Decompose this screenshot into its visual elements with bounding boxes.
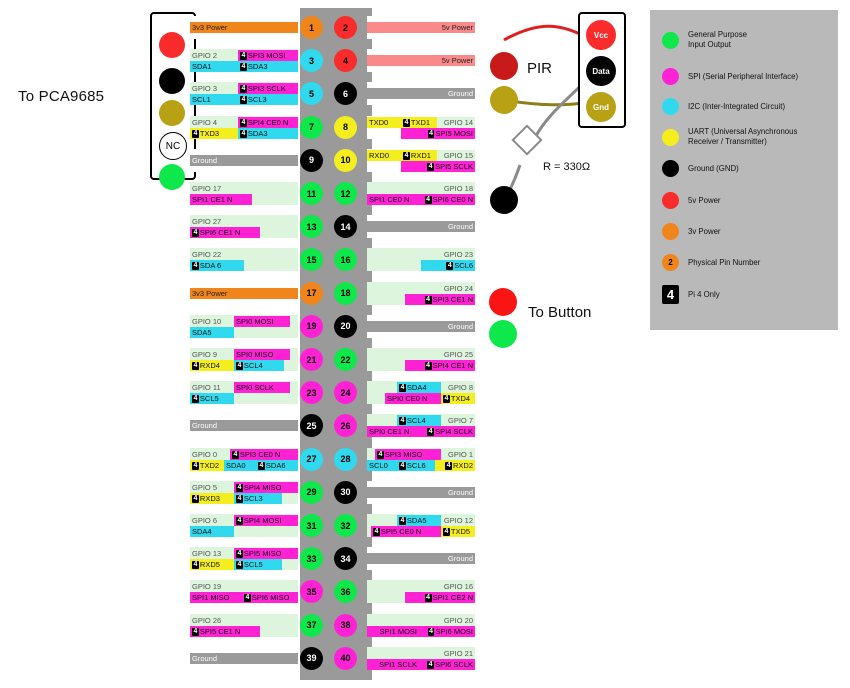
pin-function-label: GPIO 12 bbox=[441, 515, 475, 526]
legend-panel bbox=[650, 10, 838, 330]
pin-left-cell bbox=[190, 116, 298, 139]
pi4-badge: 4 bbox=[245, 594, 250, 602]
pin-function-label: GPIO 23 bbox=[367, 249, 475, 260]
pi4-badge: 4 bbox=[428, 660, 433, 668]
table-row bbox=[190, 16, 475, 39]
table-row bbox=[190, 414, 475, 437]
pin-left-cell bbox=[190, 282, 298, 305]
pin-right-cell bbox=[367, 315, 475, 338]
pir-pin-gnd[interactable] bbox=[586, 92, 616, 122]
pin-left-cell bbox=[190, 49, 298, 72]
pin-function-label: SPI1 MISO bbox=[190, 592, 242, 603]
pin-right-cell bbox=[367, 448, 475, 471]
pin-number-20[interactable]: 20 bbox=[334, 315, 357, 338]
legend-item bbox=[662, 223, 721, 240]
spi-swatch bbox=[662, 68, 679, 85]
pin-function-label: 4 SCL3 bbox=[234, 493, 282, 504]
legend-item bbox=[662, 98, 785, 115]
pin-function-label: Ground bbox=[190, 155, 298, 166]
pin-number-2[interactable]: 2 bbox=[334, 16, 357, 39]
legend-item bbox=[662, 127, 797, 147]
pi4-badge: 4 bbox=[193, 229, 198, 237]
pin-function-label: GPIO 24 bbox=[367, 283, 475, 294]
pin-function-label: GPIO 3 bbox=[190, 83, 238, 94]
pin-function-label: Ground bbox=[367, 487, 475, 498]
pin-function-label: SDA1 bbox=[190, 61, 238, 72]
legend-item-label: Pi 4 Only bbox=[688, 289, 720, 299]
pin-function-label: GPIO 2 bbox=[190, 50, 238, 61]
pin-function-label: Ground bbox=[367, 221, 475, 232]
pi4-badge: 4 bbox=[400, 461, 405, 469]
legend-item bbox=[662, 160, 739, 177]
table-row bbox=[190, 448, 475, 471]
i2c-swatch bbox=[662, 98, 679, 115]
button-label: To Button bbox=[528, 304, 592, 321]
table-row bbox=[190, 248, 475, 271]
table-row bbox=[190, 282, 475, 305]
pin-function-label: SDA4 bbox=[190, 526, 234, 537]
pi4-badge: 4 bbox=[259, 461, 264, 469]
pin-number-34[interactable]: 34 bbox=[334, 547, 357, 570]
pin-function-label: 4 SPI5 MISO bbox=[234, 548, 298, 559]
pin-number-29[interactable]: 29 bbox=[300, 481, 323, 504]
legend-item-label: UART (Universal Asynchronous Receiver / Transmitter) bbox=[688, 127, 798, 146]
table-row bbox=[190, 149, 475, 172]
pin-number-24[interactable]: 24 bbox=[334, 381, 357, 404]
pir-data-wire-dot[interactable] bbox=[490, 186, 518, 214]
pin-right-cell bbox=[367, 16, 475, 39]
pin-function-label: GPIO 21 bbox=[367, 648, 475, 659]
pin-function-label: SPI0 CE1 N bbox=[367, 426, 421, 437]
pin-function-label: SPI1 SCLK bbox=[367, 659, 419, 670]
pin-function-label: 4 SPI3 MOSI bbox=[238, 50, 298, 61]
pin-left-cell bbox=[190, 149, 298, 172]
table-row bbox=[190, 614, 475, 637]
pin-function-label: SPI0 MOSI bbox=[234, 316, 290, 327]
pin-right-cell bbox=[367, 182, 475, 205]
pin-number-1[interactable]: 1 bbox=[300, 16, 323, 39]
pir-module bbox=[578, 12, 626, 128]
pi4-badge: 4 bbox=[233, 450, 238, 458]
legend-item-label: Physical Pin Number bbox=[688, 257, 761, 267]
pi4-badge: 4 bbox=[241, 118, 246, 126]
legend-item-label: Ground (GND) bbox=[688, 163, 739, 173]
pin-number-14[interactable]: 14 bbox=[334, 215, 357, 238]
pin-function-label: 4 SDA 6 bbox=[190, 260, 244, 271]
5v-power-dot[interactable] bbox=[159, 32, 185, 58]
pin-left-cell bbox=[190, 514, 298, 537]
pin-number-32[interactable]: 32 bbox=[334, 514, 357, 537]
pi4-badge: 4 bbox=[404, 118, 409, 126]
pin-function-label: 4 SPI4 MISO bbox=[234, 482, 298, 493]
pin-right-cell bbox=[367, 149, 475, 172]
pi4-badge: 4 bbox=[378, 450, 383, 458]
pir-pin-data[interactable] bbox=[586, 56, 616, 86]
pi4-swatch: 4 bbox=[662, 285, 679, 304]
pir-pin-vcc[interactable] bbox=[586, 20, 616, 50]
pin-function-label: 3v3 Power bbox=[190, 22, 298, 33]
pin-function-label: Ground bbox=[367, 553, 475, 564]
pi4-badge: 4 bbox=[237, 561, 242, 569]
nc-label: NC bbox=[159, 132, 187, 160]
pin-function-label: SPI0 SCLK bbox=[234, 382, 290, 393]
pin-function-label: GPIO 14 bbox=[437, 117, 475, 128]
legend-item-label: SPI (Serial Peripheral Interface) bbox=[688, 71, 799, 81]
table-row bbox=[190, 182, 475, 205]
5v-swatch bbox=[662, 192, 679, 209]
pin-number-28[interactable]: 28 bbox=[334, 448, 357, 471]
table-row bbox=[190, 348, 475, 371]
pi4-badge: 4 bbox=[400, 384, 405, 392]
pin-right-cell bbox=[367, 82, 475, 105]
pin-left-cell bbox=[190, 82, 298, 105]
pin-function-label: Ground bbox=[367, 88, 475, 99]
pin-function-label: 4 SPI6 MOSI bbox=[419, 626, 475, 637]
pin-number-33[interactable]: 33 bbox=[300, 547, 323, 570]
pin-left-cell bbox=[190, 182, 298, 205]
pin-function-label: GPIO 10 bbox=[190, 316, 234, 327]
pin-number-15[interactable]: 15 bbox=[300, 248, 323, 271]
pi4-badge: 4 bbox=[237, 494, 242, 502]
pin-right-cell bbox=[367, 647, 475, 670]
table-row bbox=[190, 215, 475, 238]
pin-number-40[interactable]: 40 bbox=[334, 647, 357, 670]
pir-pin-vcc-label: Vcc bbox=[593, 30, 609, 40]
pin-function-label: GPIO 7 bbox=[441, 415, 475, 426]
pi4-badge: 4 bbox=[426, 295, 431, 303]
pin-right-cell bbox=[367, 348, 475, 371]
pin-function-label: SPI0 MISO bbox=[234, 349, 290, 360]
pin-function-label: GPIO 26 bbox=[190, 615, 298, 626]
pir-gnd-wire-dot[interactable] bbox=[490, 86, 518, 114]
table-row bbox=[190, 514, 475, 537]
pin-function-label: 4 SCL4 bbox=[234, 360, 284, 371]
pin-function-label: 4 SPI3 SCLK bbox=[238, 83, 298, 94]
pin-function-label: GPIO 16 bbox=[367, 581, 475, 592]
table-row bbox=[190, 82, 475, 105]
pin-number-17[interactable]: 17 bbox=[300, 282, 323, 305]
pin-left-cell bbox=[190, 448, 298, 471]
pin-left-cell bbox=[190, 481, 298, 504]
pin-left-cell bbox=[190, 614, 298, 637]
pi4-badge: 4 bbox=[237, 550, 242, 558]
header-strip bbox=[300, 8, 372, 680]
pi4-badge: 4 bbox=[241, 52, 246, 60]
pin-number-39[interactable]: 39 bbox=[300, 647, 323, 670]
pin-number-25[interactable]: 25 bbox=[300, 414, 323, 437]
pir-pin-data-label: Data bbox=[592, 66, 610, 76]
pin-function-label: RXD0 bbox=[367, 150, 401, 161]
pin-function-label: GPIO 27 bbox=[190, 216, 298, 227]
pin-function-label: 4 SCL6 bbox=[421, 260, 475, 271]
pin-number-35[interactable]: 35 bbox=[300, 580, 323, 603]
pin-function-label: Ground bbox=[190, 420, 298, 431]
pin-left-cell bbox=[190, 580, 298, 603]
gpio-swatch bbox=[662, 32, 679, 49]
pin-right-cell bbox=[367, 481, 475, 504]
pin-function-label: 4 SPI3 MISO bbox=[375, 449, 441, 460]
pi4-badge: 4 bbox=[426, 362, 431, 369]
pi4-badge: 4 bbox=[400, 417, 405, 425]
pin-right-cell bbox=[367, 282, 475, 305]
pir-label: PIR bbox=[527, 60, 553, 77]
pin-function-label: 4 SPI5 CE1 N bbox=[190, 626, 260, 637]
pi4-badge: 4 bbox=[193, 627, 198, 635]
pin-number-3[interactable]: 3 bbox=[300, 49, 323, 72]
pin-right-cell bbox=[367, 614, 475, 637]
table-row bbox=[190, 49, 475, 72]
pin-function-label: 5v Power bbox=[367, 55, 475, 66]
pin-function-label: 4 SPI4 SCLK bbox=[421, 426, 475, 437]
resistor-label: R = 330Ω bbox=[543, 161, 591, 173]
pi4-badge: 4 bbox=[429, 627, 433, 635]
pin-right-cell bbox=[367, 116, 475, 139]
pi4-badge: 4 bbox=[446, 461, 451, 469]
pin-function-label: GPIO 25 bbox=[367, 349, 475, 360]
pin-function-label: SDA5 bbox=[190, 327, 234, 338]
pin-function-label: 4 RXD4 bbox=[190, 360, 234, 371]
pin-function-label: 4 SCL6 bbox=[397, 460, 435, 471]
pin-function-label: GPIO 11 bbox=[190, 382, 234, 393]
pin-function-label: 4 SCL5 bbox=[234, 559, 282, 570]
pi4-badge: 4 bbox=[447, 262, 452, 270]
pin-function-label: SPI1 CE0 N bbox=[367, 194, 421, 205]
pin-function-label: GPIO 18 bbox=[367, 183, 475, 194]
pin-right-cell bbox=[367, 215, 475, 238]
pin-number-37[interactable]: 37 bbox=[300, 614, 323, 637]
pin-function-label: 4 RXD1 bbox=[401, 150, 437, 161]
table-row bbox=[190, 647, 475, 670]
legend-item-label: 5v Power bbox=[688, 195, 721, 205]
pi4-badge: 4 bbox=[429, 129, 433, 137]
pin-function-label: 4 SPI5 CE0 N bbox=[371, 526, 441, 537]
table-row bbox=[190, 381, 475, 404]
pin-number-27[interactable]: 27 bbox=[300, 448, 323, 471]
pin-number-23[interactable]: 23 bbox=[300, 381, 323, 404]
pin-function-label: 4 SPI4 MOSI bbox=[234, 515, 298, 526]
pca9685-label: To PCA9685 bbox=[18, 88, 105, 105]
pin-number-6[interactable]: 6 bbox=[334, 82, 357, 105]
button-5v-dot[interactable] bbox=[489, 288, 517, 316]
pin-function-label: 4 SCL4 bbox=[397, 415, 441, 426]
pin-function-label: GPIO 9 bbox=[190, 349, 234, 360]
pin-function-label: 4 TXD4 bbox=[441, 393, 475, 404]
pin-function-label: 4 SPI5 SCLK bbox=[401, 161, 475, 172]
pin-function-label: GPIO 17 bbox=[190, 183, 298, 194]
pi4-badge: 4 bbox=[426, 196, 431, 203]
pin-number-38[interactable]: 38 bbox=[334, 614, 357, 637]
pin-function-label: 3v3 Power bbox=[190, 288, 298, 299]
pin-function-label: GPIO 22 bbox=[190, 249, 298, 260]
pi4-badge: 4 bbox=[426, 594, 431, 602]
pin-number-5[interactable]: 5 bbox=[300, 82, 323, 105]
i2c-sda-dot[interactable] bbox=[159, 100, 185, 126]
pin-function-label: 4 SPI6 CE0 N bbox=[421, 194, 475, 205]
pi4-badge: 4 bbox=[428, 428, 433, 436]
pi4-badge: 4 bbox=[237, 517, 242, 524]
pin-function-label: GPIO 8 bbox=[441, 382, 475, 393]
pi4-badge: 4 bbox=[193, 461, 198, 469]
pin-function-label: GPIO 0 bbox=[190, 449, 230, 460]
pin-left-cell bbox=[190, 381, 298, 404]
pin-left-cell bbox=[190, 16, 298, 39]
pi4-badge: 4 bbox=[428, 162, 433, 170]
pin-function-label: 4 SPI4 CE0 N bbox=[238, 117, 298, 128]
pin-function-label: 4 SCL3 bbox=[238, 94, 298, 105]
pin-number-7[interactable]: 7 bbox=[300, 116, 323, 139]
pi4-badge: 4 bbox=[237, 362, 242, 369]
pin-function-label: 4 TXD2 bbox=[190, 460, 224, 471]
pin-right-cell bbox=[367, 514, 475, 537]
pin-function-label: SCL1 bbox=[190, 94, 238, 105]
pi4-badge: 4 bbox=[241, 63, 246, 71]
pi4-badge: 4 bbox=[241, 85, 246, 93]
table-row bbox=[190, 547, 475, 570]
3v-swatch bbox=[662, 223, 679, 240]
pin-number-10[interactable]: 10 bbox=[334, 149, 357, 172]
pin-function-label: SPI0 CE0 N bbox=[385, 393, 441, 404]
pin-number-8[interactable]: 8 bbox=[334, 116, 357, 139]
pin-function-label: 4 TXD5 bbox=[441, 526, 475, 537]
pin-function-label: 5v Power bbox=[367, 22, 475, 33]
pin-function-label: GPIO 19 bbox=[190, 581, 298, 592]
pi4-badge: 4 bbox=[241, 96, 246, 104]
pin-function-label: 4 TXD3 bbox=[190, 128, 238, 139]
ground-dot[interactable] bbox=[159, 68, 185, 94]
pin-left-cell bbox=[190, 547, 298, 570]
pi4-badge: 4 bbox=[404, 151, 409, 159]
pin-right-cell bbox=[367, 248, 475, 271]
pin-number-swatch: 2 bbox=[662, 254, 679, 271]
pi4-badge: 4 bbox=[193, 395, 198, 403]
pin-number-13[interactable]: 13 bbox=[300, 215, 323, 238]
pi4-badge: 4 bbox=[400, 517, 405, 524]
pin-function-label: GPIO 13 bbox=[190, 548, 234, 559]
pin-number-16[interactable]: 16 bbox=[334, 248, 357, 271]
pin-function-label: 4 TXD1 bbox=[401, 117, 437, 128]
pin-function-label: 4 RXD2 bbox=[435, 460, 475, 471]
pin-right-cell bbox=[367, 381, 475, 404]
pin-function-label: 4 SPI4 CE1 N bbox=[405, 360, 475, 371]
pin-function-label: 4 SDA6 bbox=[256, 460, 298, 471]
pin-function-label: 4 SDA3 bbox=[238, 128, 298, 139]
table-row bbox=[190, 315, 475, 338]
pi4-badge: 4 bbox=[193, 561, 198, 569]
pi4-badge: 4 bbox=[444, 395, 449, 403]
pin-function-label: 4 SPI6 MISO bbox=[242, 592, 298, 603]
pi4-badge: 4 bbox=[241, 129, 246, 137]
pi4-badge: 4 bbox=[193, 129, 198, 137]
pin-function-label: Ground bbox=[367, 321, 475, 332]
table-row bbox=[190, 580, 475, 603]
ground-swatch bbox=[662, 160, 679, 177]
pin-function-label: GPIO 6 bbox=[190, 515, 234, 526]
pi4-badge: 4 bbox=[193, 262, 198, 270]
pi4-badge: 4 bbox=[444, 528, 449, 535]
legend-item bbox=[662, 285, 720, 304]
uart-swatch bbox=[662, 129, 679, 146]
legend-item bbox=[662, 254, 760, 271]
pin-number-21[interactable]: 21 bbox=[300, 348, 323, 371]
pin-number-36[interactable]: 36 bbox=[334, 580, 357, 603]
pin-function-label: 4 RXD5 bbox=[190, 559, 234, 570]
pi4-badge: 4 bbox=[193, 494, 198, 502]
pin-left-cell bbox=[190, 248, 298, 271]
pin-function-label: SPI1 MOSI bbox=[367, 626, 419, 637]
pinout-table bbox=[190, 8, 475, 680]
pi4-badge: 4 bbox=[193, 362, 198, 369]
pin-function-label: 4 SDA4 bbox=[397, 382, 441, 393]
pin-right-cell bbox=[367, 547, 475, 570]
table-row bbox=[190, 116, 475, 139]
pin-function-label: 4 SPI5 MOSI bbox=[401, 128, 475, 139]
legend-item-label: 3v Power bbox=[688, 226, 721, 236]
pin-function-label: 4 RXD3 bbox=[190, 493, 234, 504]
pin-function-label: GPIO 20 bbox=[367, 615, 475, 626]
pin-right-cell bbox=[367, 580, 475, 603]
pin-function-label: 4 SPI3 CE0 N bbox=[230, 449, 298, 460]
pin-function-label: Ground bbox=[190, 653, 298, 664]
pir-vcc-wire-dot[interactable] bbox=[490, 52, 518, 80]
pin-left-cell bbox=[190, 647, 298, 670]
legend-item-label: I2C (Inter-Integrated Circuit) bbox=[688, 101, 786, 111]
legend-item-label: General Purpose Input Output bbox=[688, 30, 747, 49]
pin-number-4[interactable]: 4 bbox=[334, 49, 357, 72]
pin-left-cell bbox=[190, 315, 298, 338]
pin-function-label: TXD0 bbox=[367, 117, 401, 128]
pin-number-9[interactable]: 9 bbox=[300, 149, 323, 172]
pin-function-label: 4 SPI3 CE1 N bbox=[405, 294, 475, 305]
pin-right-cell bbox=[367, 414, 475, 437]
pin-function-label: 4 SDA3 bbox=[238, 61, 298, 72]
pir-pin-gnd-label: Gnd bbox=[593, 102, 609, 112]
pin-left-cell bbox=[190, 215, 298, 238]
pin-function-label: GPIO 15 bbox=[437, 150, 475, 161]
pi4-badge: 4 bbox=[237, 483, 242, 491]
gpio-dot[interactable] bbox=[159, 164, 185, 190]
pin-function-label: 4 SPI6 SCLK bbox=[419, 659, 475, 670]
pin-function-label: SDA0 bbox=[224, 460, 256, 471]
pin-function-label: SCL0 bbox=[367, 460, 397, 471]
button-gpio-dot[interactable] bbox=[489, 320, 517, 348]
legend-item bbox=[662, 192, 721, 209]
pin-number-18[interactable]: 18 bbox=[334, 282, 357, 305]
pi4-badge: 4 bbox=[374, 528, 379, 535]
pin-number-11[interactable]: 11 bbox=[300, 182, 323, 205]
pin-number-26[interactable]: 26 bbox=[334, 414, 357, 437]
pin-number-31[interactable]: 31 bbox=[300, 514, 323, 537]
pin-function-label: GPIO 1 bbox=[441, 449, 475, 460]
pin-number-19[interactable]: 19 bbox=[300, 315, 323, 338]
table-row bbox=[190, 481, 475, 504]
pin-number-22[interactable]: 22 bbox=[334, 348, 357, 371]
pin-left-cell bbox=[190, 348, 298, 371]
pin-function-label: SPI1 CE1 N bbox=[190, 194, 252, 205]
pin-right-cell bbox=[367, 49, 475, 72]
pin-function-label: 4 SPI1 CE2 N bbox=[405, 592, 475, 603]
pin-number-30[interactable]: 30 bbox=[334, 481, 357, 504]
legend-item bbox=[662, 68, 798, 85]
pin-function-label: GPIO 4 bbox=[190, 117, 238, 128]
pin-function-label: 4 SCL5 bbox=[190, 393, 234, 404]
pin-function-label: 4 SDA5 bbox=[397, 515, 441, 526]
legend-item bbox=[662, 30, 747, 50]
pin-number-12[interactable]: 12 bbox=[334, 182, 357, 205]
pin-left-cell bbox=[190, 414, 298, 437]
pin-function-label: 4 SPI6 CE1 N bbox=[190, 227, 260, 238]
pin-function-label: GPIO 5 bbox=[190, 482, 234, 493]
